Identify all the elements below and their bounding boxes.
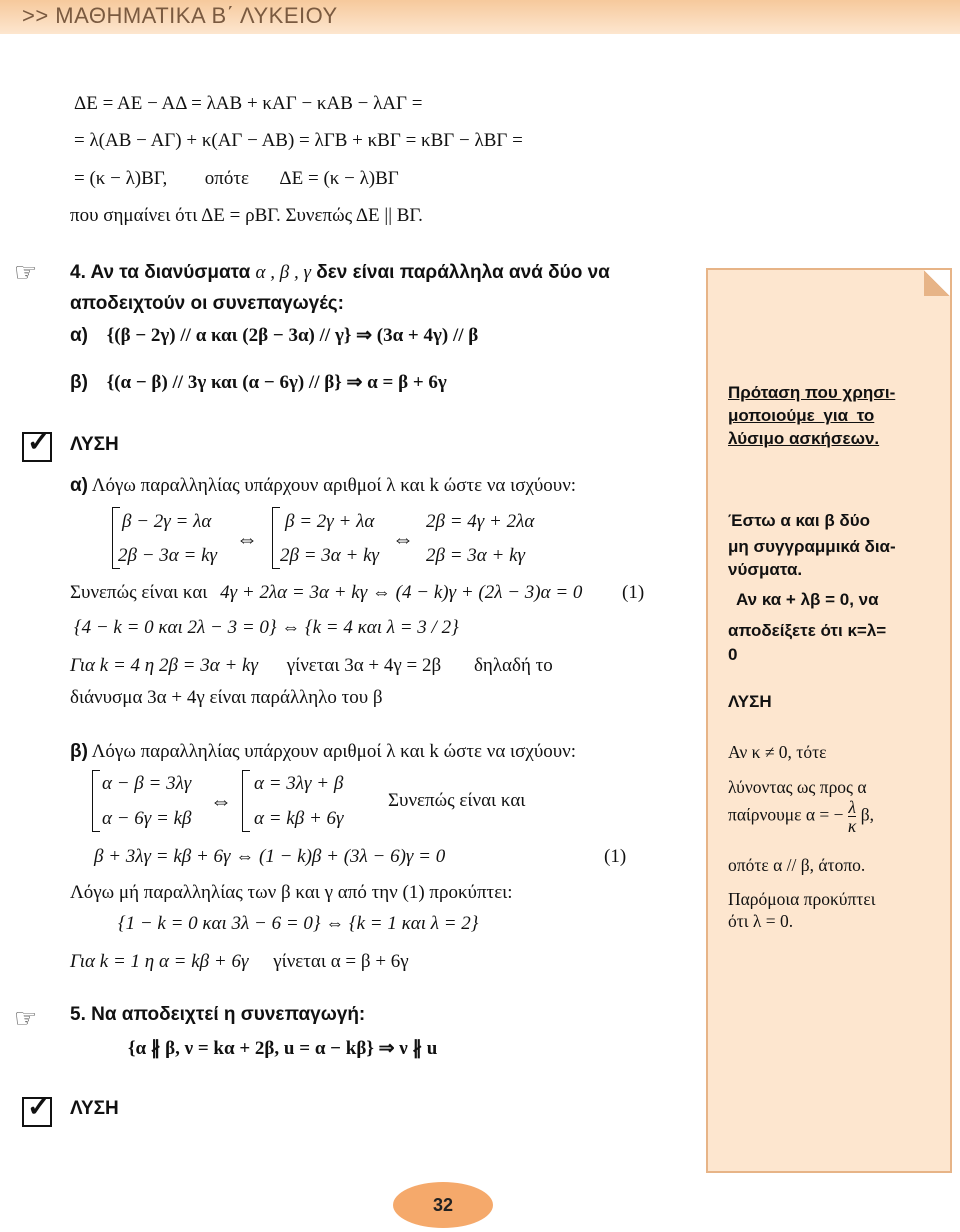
sidebar-heading-1: Πρόταση που χρησι- bbox=[728, 383, 896, 402]
sidebar-s3b: β, bbox=[860, 804, 874, 825]
top-line-3a: = (κ − λ)ΒΓ, bbox=[74, 168, 168, 189]
pointing-hand-icon: ☞ bbox=[14, 258, 38, 287]
sidebar-s2: λύνοντας ως προς α bbox=[728, 777, 867, 797]
checkbox-icon: ✓ bbox=[22, 1097, 52, 1127]
solA-intro bbox=[70, 475, 576, 497]
fraction-denominator: κ bbox=[847, 816, 857, 836]
ex4-title-vectors: α , β , γ bbox=[255, 262, 311, 283]
equiv-arrow: ⇔ bbox=[210, 788, 232, 813]
solution-label-2: ΛΥΣΗ bbox=[70, 1098, 119, 1119]
sidebar-p4: Αν κα + λβ = 0, να bbox=[736, 590, 879, 609]
solA-eq2: {4 − k = 0 και 2λ − 3 = 0} ⇔ {k = 4 και λ = 3 / 2} bbox=[74, 617, 459, 638]
solB-eq4b: γίνεται α = β + 6γ bbox=[273, 951, 409, 972]
solB-intro-label: β) bbox=[70, 741, 88, 762]
ex4-b bbox=[70, 372, 447, 394]
solA-eq3a: Για k = 4 η 2β = 3α + kγ bbox=[70, 655, 258, 676]
system-bracket bbox=[92, 770, 100, 832]
ex4-b-expr: {(α − β) // 3γ και (α − 6γ) // β} ⇒ α = β + 6γ bbox=[106, 372, 447, 393]
top-line-3b: οπότε bbox=[204, 168, 249, 189]
fraction-numerator: λ bbox=[848, 797, 856, 817]
solB-eq4a: Για k = 1 η α = kβ + 6γ bbox=[70, 951, 249, 972]
solA-eq1-ref: (1) bbox=[622, 582, 645, 603]
solB-eq4 bbox=[70, 951, 409, 973]
ex4-title-a: Αν τα διανύσματα bbox=[90, 262, 251, 283]
solA-intro-label: α) bbox=[70, 475, 89, 496]
sidebar-s1: Αν κ ≠ 0, τότε bbox=[728, 742, 827, 762]
ex4-title-c: δεν είναι παράλληλα ανά δύο να bbox=[316, 262, 610, 283]
ex4-title-line1 bbox=[70, 262, 610, 284]
equiv-arrow: ⇔ bbox=[236, 526, 258, 551]
sidebar-heading-2: μοποιούμε για το bbox=[728, 406, 875, 425]
sidebar-s5: Παρόμοια προκύπτει bbox=[728, 889, 876, 909]
header-title: >> ΜΑΘΗΜΑΤΙΚΑ Β΄ ΛΥΚΕΙΟΥ bbox=[22, 3, 338, 28]
ex5-expr: {α ∦ β, ν = kα + 2β, u = α − kβ} ⇒ ν ∦ u bbox=[128, 1038, 438, 1059]
solA-eq1-expr: 4γ + 2λα = 3α + kγ ⇔ (4 − k)γ + (2λ − 3)α = 0 bbox=[220, 582, 583, 603]
pointing-hand-icon: ☞ bbox=[14, 1004, 38, 1033]
solA-eq1 bbox=[70, 582, 582, 604]
solB-eq1: β + 3λγ = kβ + 6γ ⇔ (1 − k)β + (3λ − 6)γ = 0 bbox=[94, 846, 446, 867]
sidebar-s4: οπότε α // β, άτοπο. bbox=[728, 855, 866, 875]
sidebar-lysi: ΛΥΣΗ bbox=[728, 692, 772, 711]
header-band bbox=[0, 0, 960, 34]
system-bracket bbox=[242, 770, 250, 832]
solA-intro-text: Λόγω παραλληλίας υπάρχουν αριθμοί λ και k ώστε να ισχύουν: bbox=[91, 475, 577, 496]
ex4-number: 4. bbox=[70, 262, 86, 283]
solB-mid: Συνεπώς είναι και bbox=[388, 790, 526, 811]
solA-eq4: διάνυσμα 3α + 4γ είναι παράλληλο του β bbox=[70, 687, 383, 708]
page-number: 32 bbox=[393, 1182, 493, 1228]
top-line-4 bbox=[70, 205, 423, 227]
solution-label-1: ΛΥΣΗ bbox=[70, 434, 119, 455]
solA-r2c3: 2β = 3α + kγ bbox=[426, 545, 525, 566]
sidebar-p2: μη συγγραμμικά δια- bbox=[728, 537, 896, 556]
solB-intro bbox=[70, 741, 576, 763]
solB-r1c2: α = 3λγ + β bbox=[254, 773, 344, 794]
sidebar-s3a: παίρνουμε α = − bbox=[728, 804, 844, 825]
ex4-a-label: α) bbox=[70, 325, 89, 346]
system-bracket bbox=[272, 507, 280, 569]
fraction bbox=[848, 798, 856, 835]
sidebar-note bbox=[706, 268, 952, 1173]
sidebar-p6: 0 bbox=[728, 645, 738, 664]
solB-eq3: {1 − k = 0 και 3λ − 6 = 0} ⇔ {k = 1 και λ = 2} bbox=[118, 913, 479, 934]
sidebar-p3: νύσματα. bbox=[728, 560, 803, 579]
solA-eq1-text: Συνεπώς είναι και bbox=[70, 582, 208, 603]
top-line-4b: ΔΕ = ρΒΓ bbox=[201, 205, 276, 226]
solB-eq1-ref: (1) bbox=[604, 846, 627, 867]
solB-r2c1: α − 6γ = kβ bbox=[102, 808, 192, 829]
solA-r1c1: β − 2γ = λα bbox=[122, 511, 212, 532]
solA-r2c2: 2β = 3α + kγ bbox=[280, 545, 379, 566]
ex4-a-expr: {(β − 2γ) // α και (2β − 3α) // γ} ⇒ (3α + 4γ) // β bbox=[106, 325, 479, 346]
page-fold-corner bbox=[924, 270, 950, 296]
solA-eq3b: γίνεται 3α + 4γ = 2β bbox=[286, 655, 442, 676]
sidebar-s6: ότι λ = 0. bbox=[728, 911, 794, 931]
solB-eq2: Λόγω μή παραλληλίας των β και γ από την (1) προκύπτει: bbox=[70, 882, 513, 903]
top-line-3 bbox=[74, 168, 399, 190]
sidebar-p5: αποδείξετε ότι κ=λ= bbox=[728, 621, 887, 640]
ex5-title: 5. Να αποδειχτεί η συνεπαγωγή: bbox=[70, 1004, 366, 1025]
sidebar-heading-3: λύσιμο ασκήσεων. bbox=[728, 429, 880, 448]
solA-eq3c: δηλαδή το bbox=[473, 655, 553, 676]
sidebar-p1: Έστω α και β δύο bbox=[728, 511, 871, 530]
top-line-4c: . Συνεπώς ΔΕ || ΒΓ. bbox=[275, 205, 423, 226]
solA-r1c3: 2β = 4γ + 2λα bbox=[426, 511, 535, 532]
top-line-3c: ΔΕ = (κ − λ)ΒΓ bbox=[279, 168, 399, 189]
solB-r2c2: α = kβ + 6γ bbox=[254, 808, 344, 829]
ex4-a bbox=[70, 325, 478, 347]
solA-eq3 bbox=[70, 655, 553, 677]
top-line-1: ΔΕ = ΑΕ − ΑΔ = λΑΒ + κΑΓ − κΑΒ − λΑΓ = bbox=[74, 93, 423, 114]
solA-r1c2: β = 2γ + λα bbox=[285, 511, 375, 532]
solB-r1c1: α − β = 3λγ bbox=[102, 773, 192, 794]
sidebar-s3 bbox=[728, 798, 874, 835]
checkbox-icon: ✓ bbox=[22, 432, 52, 462]
top-line-4a: που σημαίνει ότι bbox=[70, 205, 198, 226]
ex4-title-line2: αποδειχτούν οι συνεπαγωγές: bbox=[70, 293, 344, 314]
equiv-arrow: ⇔ bbox=[392, 526, 414, 551]
solA-r2c1: 2β − 3α = kγ bbox=[118, 545, 217, 566]
solB-intro-text: Λόγω παραλληλίας υπάρχουν αριθμοί λ και k ώστε να ισχύουν: bbox=[91, 741, 577, 762]
top-line-2: = λ(ΑΒ − ΑΓ) + κ(ΑΓ − ΑΒ) = λΓΒ + κΒΓ = κΒΓ − λΒΓ = bbox=[74, 130, 523, 151]
ex4-b-label: β) bbox=[70, 372, 88, 393]
